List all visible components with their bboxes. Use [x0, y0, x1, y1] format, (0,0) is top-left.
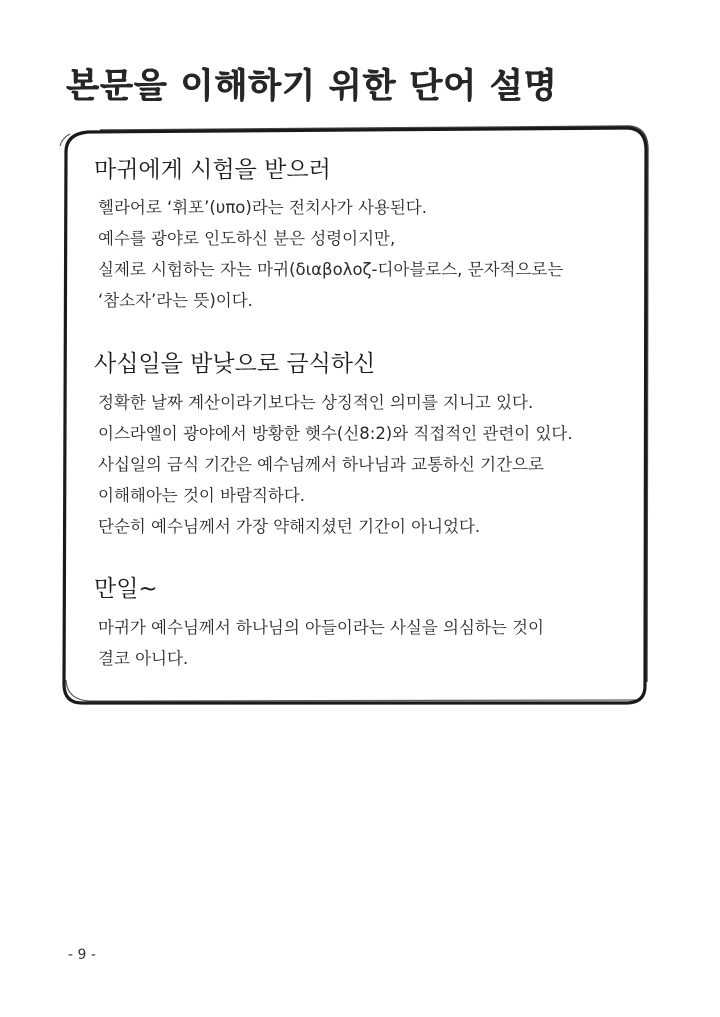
section-1-line-3: 실제로 시험하는 자는 마귀(διαβολοζ-디아블로스, 문자적으로는 — [98, 260, 564, 279]
section-heading-1: 마귀에게 시험을 받으러 — [94, 157, 331, 183]
page-title: 본문을 이해하기 위한 단어 설명 — [66, 66, 558, 106]
section-heading-2: 사십일을 밤낮으로 금식하신 — [94, 351, 376, 377]
section-2-line-2: 이스라엘이 광야에서 방황한 햇수(신8:2)와 직접적인 관련이 있다. — [98, 424, 573, 443]
page-number: - 9 - — [68, 947, 96, 963]
section-3-line-1: 마귀가 예수님께서 하나님의 아들이라는 사실을 의심하는 것이 — [98, 618, 544, 637]
section-2-line-5: 단순히 예수님께서 가장 약해지셨던 기간이 아니었다. — [98, 517, 481, 536]
section-heading-3: 만일~ — [94, 576, 158, 602]
section-2-line-3: 사십일의 금식 기간은 예수님께서 하나님과 교통하신 기간으로 — [98, 455, 544, 474]
section-1-line-2: 예수를 광야로 인도하신 분은 성령이지만, — [98, 229, 396, 248]
section-3-line-2: 결코 아니다. — [98, 649, 189, 668]
section-1-line-4: ‘참소자’라는 뜻)이다. — [98, 291, 253, 310]
section-1-line-1: 헬라어로 ‘휘포’(υπο)라는 전치사가 사용된다. — [98, 198, 427, 217]
section-2-line-4: 이해해아는 것이 바람직하다. — [98, 486, 306, 505]
section-2-line-1: 정확한 날짜 계산이라기보다는 상징적인 의미를 지니고 있다. — [98, 393, 534, 412]
